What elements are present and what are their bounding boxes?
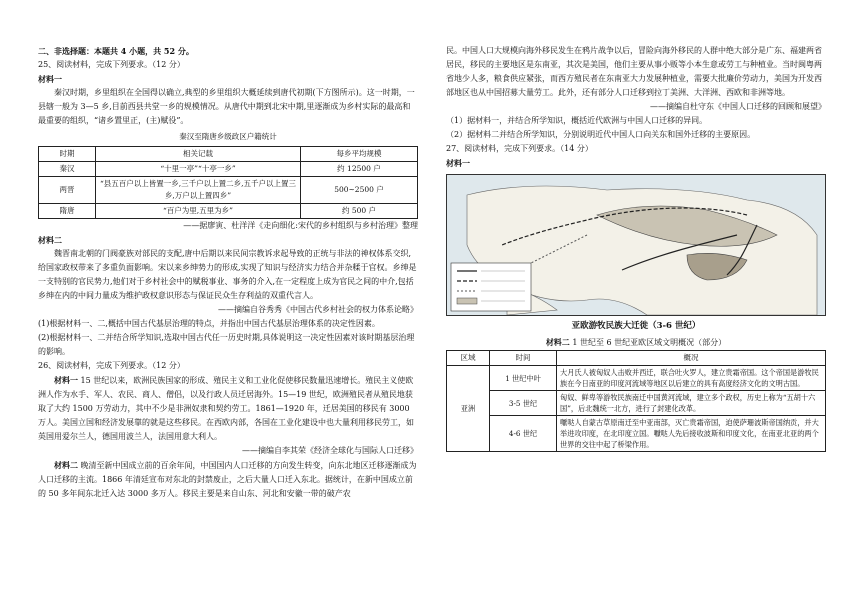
q25-part-2: (2)根据材料一、二并结合所学知识,选取中国古代任一历史时期,具体说明这一决定性因素对该时期基层治理的影响。 xyxy=(38,333,415,356)
table2-region: 亚洲 xyxy=(447,366,490,452)
table-row xyxy=(39,162,418,177)
table1-header: 每乡平均规模 xyxy=(301,147,418,162)
table-cell: 3-5 世纪 xyxy=(490,391,557,416)
section-title: 二、非选择题：本题共 4 小题，共 52 分。 xyxy=(38,46,194,56)
table-row xyxy=(447,366,826,391)
left-column xyxy=(38,44,418,501)
table2-header: 概况 xyxy=(557,351,826,366)
q26-material-2-label: 材料二 xyxy=(54,460,78,470)
table-row xyxy=(447,391,826,416)
material-1-text: 秦汉时期，乡里组织在全国得以确立,典型的乡里组织大概延续到唐代初期(下方图所示)。这一时期，一县辖一般为 3—5 乡,目前西县共堂一乡的规模情况。从唐代中期到北宋中期,里逐渐成为乡村实际的最高和最重要的组织，“诸乡置里正，(主)赋役”。 xyxy=(38,88,415,125)
continued-source: ——摘编自杜守东《中国人口迁移的回顾和展望》 xyxy=(650,102,826,111)
table-cell: 秦汉 xyxy=(39,162,96,177)
table-cell: 大月氏人被匈奴人击败并西迁，联合吐火罗人，建立贵霜帝国。这个帝国是游牧民族在今日南亚的印度河流域等地区以后建立的具有高度经济文化的文明古国。 xyxy=(557,366,826,391)
q26-part-2: （2）据材料二并结合所学知识，分别说明近代中国人口向关东和国外迁移的主要原因。 xyxy=(446,130,756,139)
table-cell: 约 500 户 xyxy=(301,204,418,219)
table1-header: 时期 xyxy=(39,147,96,162)
q26-material-2-text: 晚清至新中国成立前的百余年间，中国国内人口迁移的方向发生转变，向东北地区迁移逐渐成为人口迁移的主流。1866 年清廷宣布对东北的封禁废止，之后大量人口迁入东北。据统计，在新中国成立前的 50 多年间东北迁入达 3000 多万人。移民主要是来自山东、河北和安徽一带的破产农 xyxy=(38,461,417,498)
q25-title: 25、阅读材料，完成下列要求。（12 分） xyxy=(38,60,185,69)
table-cell: 1 世纪中叶 xyxy=(490,366,557,391)
table1-source: ——据廖寅、杜洋洋《走向细化:宋代的乡村组织与乡村治理》整理 xyxy=(183,221,418,230)
table-cell: 4-6 世纪 xyxy=(490,416,557,452)
q26-material-1-label: 材料一 xyxy=(54,375,78,385)
q25-part-1: (1)根据材料一、二,概括中国古代基层治理的特点，并指出中国古代基层治理体系的决定性因素。 xyxy=(38,319,380,328)
material-2-text: 魏晋南北朝的门阀豪族对部民的支配,唐中后期以来民间宗教诉求起导致的正统与非法的神权体系交织,给国家政权带来了多重负面影响。宋以来乡绅势力的形成,实现了知识与经济实力结合并杂糅于官权。乡绅是一支特别的官民势力,他们对于乡村社会中的赋税事业、事务的介入,在一定程度上成为官民之间的中介,包括乡绅在内的中间力量成为维护政权意识形态与保证民众生存利益的双重代言人。 xyxy=(38,249,417,300)
table-cell: 约 12500 户 xyxy=(301,162,418,177)
table-cell: “百户为里,五里为乡” xyxy=(96,204,301,219)
q27-material-1-label: 材料一 xyxy=(446,158,470,168)
map-caption: 亚欧游牧民族大迁徙（3-6 世纪） xyxy=(571,321,701,331)
table-cell: 两晋 xyxy=(39,177,96,204)
table2-header: 时间 xyxy=(490,351,557,366)
q26-material-1-source: ——摘编自李其荣《经济全球化与国际人口迁移》 xyxy=(242,446,418,455)
continued-text: 民。中国人口大规模向海外移民发生在鸦片战争以后，冒险向海外移民的人群中绝大部分是广东、福建两省居民，移民的主要地区是东南亚，其次是美国，他们主要从事小贩等小本生意或劳工与种植业。当时闽粤两省地少人多，粮食供应紧张，而西方殖民者在东南亚大力发展种植业，需要大批廉价劳动力，美国为开发西部地区也从中国招募大量劳工。此外，还有部分人口迁移到拉丁美洲、大洋洲、西欧和非洲等地。 xyxy=(446,46,822,97)
table-cell: “县五百户以上皆置一乡,三千户以上置二乡,五千户以上置三乡,万户以上置四乡” xyxy=(96,177,301,204)
material-2-source: ——摘编自谷秀秀《中国古代乡村社会的权力体系论略》 xyxy=(218,305,418,314)
table-cell: 隋唐 xyxy=(39,204,96,219)
table-1 xyxy=(38,146,418,219)
table-row xyxy=(447,416,826,452)
table2-header: 区域 xyxy=(447,351,490,366)
migration-map-graphic xyxy=(447,175,826,315)
table1-caption: 秦汉至隋唐乡级政区户籍统计 xyxy=(179,132,277,141)
q27-title: 27、阅读材料，完成下列要求。（14 分） xyxy=(446,144,593,153)
q27-material-2-label: 材料二 xyxy=(545,337,570,347)
material-2-label: 材料二 xyxy=(38,235,62,245)
q26-title: 26、阅读材料，完成下列要求。（12 分） xyxy=(38,361,185,370)
material-1-label: 材料一 xyxy=(38,74,62,84)
table-cell: “十里一亭”“十亭一乡” xyxy=(96,162,301,177)
right-column xyxy=(446,44,826,452)
table2-caption: 1 世纪至 6 世纪亚欧区域文明概况（部分） xyxy=(572,338,727,347)
table-row xyxy=(39,177,418,204)
q26-material-1-text: 15 世纪以来，欧洲民族国家的形成、殖民主义和工业化促使移民数量迅速增长。殖民主义使欧洲人作为水手、军人、农民、商人、僧侣，以及行政人员迁居海外。15—19 世纪，欧洲殖民者从殖民地获取了大约 1500 万劳动力，其中不少是非洲奴隶和契约劳工。1861—1920 年，迁居美国的移民有 3000 万人。美国立国和经济发展靠的就是这些移民。在西欧内部，各国在工业化建设中也大量利用移民劳工，如英国用爱尔兰人，德国用波兰人，法国用意大利人。 xyxy=(38,376,414,441)
table-cell: 嚈哒人自蒙古草原南迁至中亚南部，灭亡贵霜帝国，迫使萨珊波斯帝国纳贡，并大举进攻印度，在北印度立国。嚈哒人先后接收波斯和印度文化，在南亚北亚的两个世界的交往中起了桥梁作用。 xyxy=(557,416,826,452)
q26-part-1: （1）据材料一，并结合所学知识，概括近代欧洲与中国人口迁移的异同。 xyxy=(446,116,708,125)
migration-map xyxy=(446,174,826,316)
table-cell: 匈奴、鲜卑等游牧民族南迁中国黄河流域，建立多个政权，历史上称为“五胡十六国”，后北魏统一北方，进行了封建化改革。 xyxy=(557,391,826,416)
table-row xyxy=(39,204,418,219)
table-2 xyxy=(446,350,826,452)
table1-header: 相关记载 xyxy=(96,147,301,162)
table-cell: 500~2500 户 xyxy=(301,177,418,204)
